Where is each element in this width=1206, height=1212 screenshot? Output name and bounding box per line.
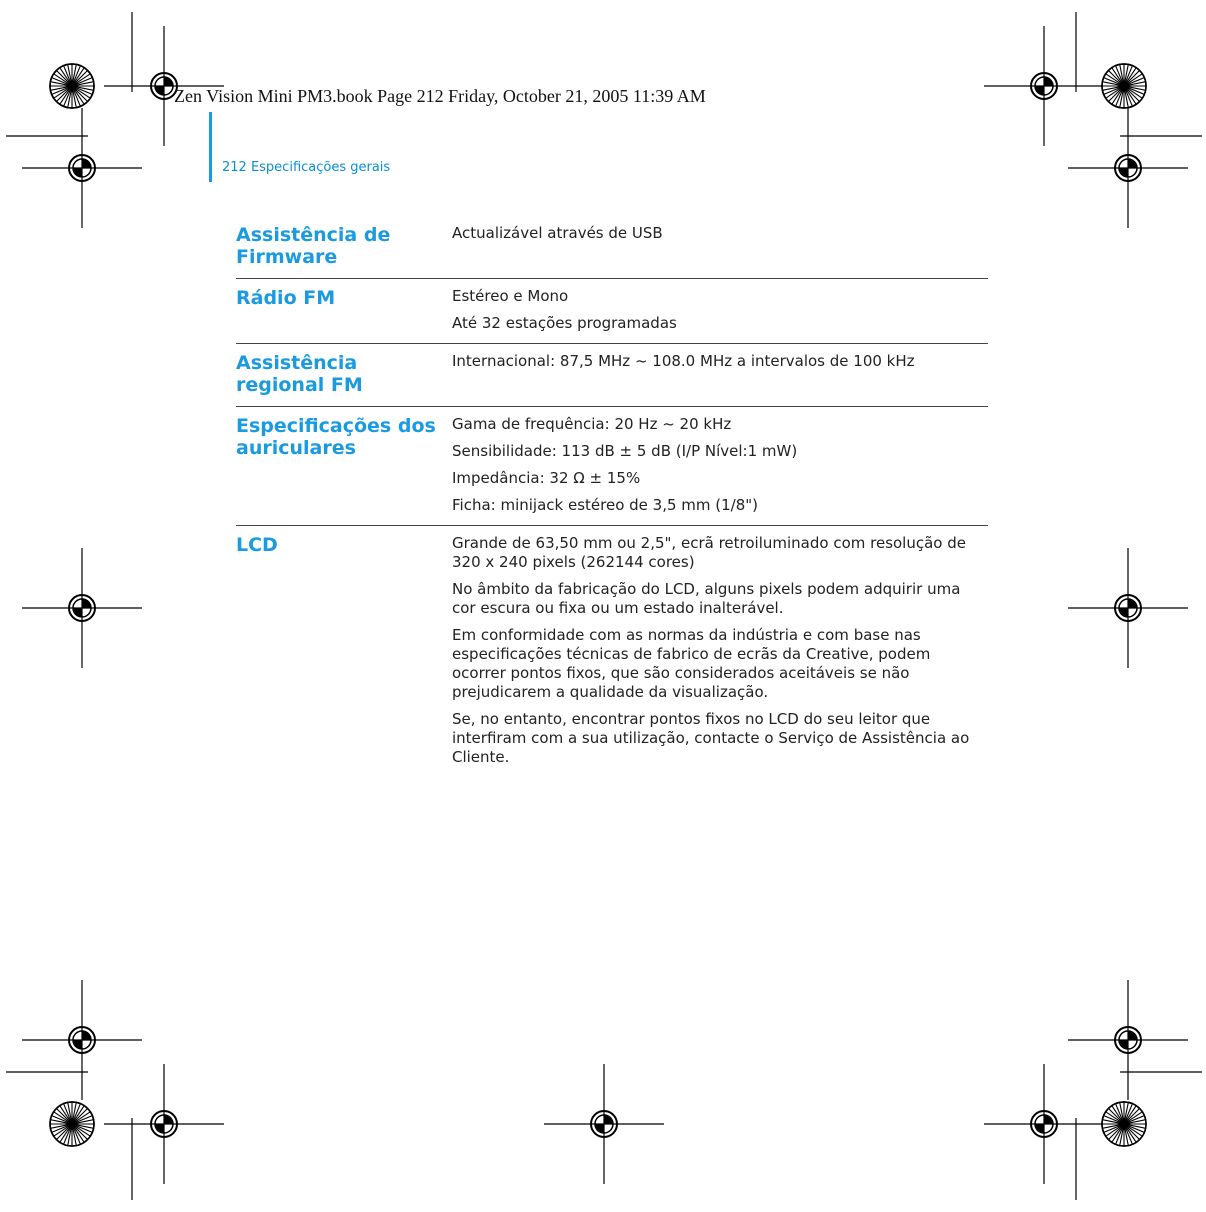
registration-mark-icon — [22, 980, 142, 1100]
spec-row — [236, 216, 988, 279]
spec-term: Especificações dos auriculares — [236, 415, 436, 459]
starburst-mark-icon — [50, 64, 94, 108]
page-label: 212 Especificações gerais — [222, 160, 391, 175]
spec-term: LCD — [236, 534, 278, 556]
spec-row — [236, 279, 988, 344]
spec-line: Internacional: 87,5 MHz ~ 108.0 MHz a intervalos de 100 kHz — [452, 352, 915, 370]
spec-line: Até 32 estações programadas — [452, 314, 677, 332]
spec-line: Se, no entanto, encontrar pontos fixos no LCD do seu leitor que interfiram com a sua utilização, contacte o Serviço de Assistência ao Cliente. — [452, 710, 970, 766]
print-header: Zen Vision Mini PM3.book Page 212 Friday, October 21, 2005 11:39 AM — [174, 86, 706, 106]
spec-line: Gama de frequência: 20 Hz ~ 20 kHz — [452, 415, 732, 433]
registration-mark-icon — [22, 548, 142, 668]
spec-line: Sensibilidade: 113 dB ± 5 dB (I/P Nível:1 mW) — [452, 442, 798, 460]
spec-details — [452, 224, 988, 268]
starburst-mark-icon — [50, 1102, 94, 1146]
registration-mark-icon — [984, 1064, 1104, 1184]
spec-term: Rádio FM — [236, 287, 336, 309]
registration-mark-icon — [1068, 980, 1188, 1100]
registration-mark-icon — [544, 1064, 664, 1184]
spec-line: No âmbito da fabricação do LCD, alguns pixels podem adquirir uma cor escura ou fixa ou um estado inalterável. — [452, 580, 961, 617]
spec-term: Assistência de Firmware — [236, 224, 391, 268]
spec-details — [452, 534, 988, 767]
spec-line: Grande de 63,50 mm ou 2,5", ecrã retroiluminado com resolução de 320 x 240 pixels (262144 cores) — [452, 534, 966, 571]
starburst-mark-icon — [1102, 64, 1146, 108]
spec-details — [452, 415, 988, 515]
spec-line: Ficha: minijack estéreo de 3,5 mm (1/8") — [452, 496, 759, 514]
spec-row — [236, 526, 988, 777]
registration-mark-icon — [104, 1064, 224, 1184]
spec-line: Estéreo e Mono — [452, 287, 569, 305]
registration-mark-icon — [22, 108, 142, 228]
spec-row — [236, 407, 988, 526]
spec-line: Em conformidade com as normas da indústria e com base nas especificações técnicas de fabrico de ecrãs da Creative, podem ocorrer pontos fixos, que são considerados aceitáveis se não prejudicarem a qualidade da visualização. — [452, 626, 931, 701]
spec-term: Assistência regional FM — [236, 352, 363, 396]
spec-details — [452, 352, 988, 396]
spec-line: Impedância: 32 Ω ± 15% — [452, 469, 641, 487]
registration-mark-icon — [1068, 108, 1188, 228]
spec-line: Actualizável através de USB — [452, 224, 663, 242]
registration-mark-icon — [984, 26, 1104, 146]
spec-details — [452, 287, 988, 333]
registration-mark-icon — [1068, 548, 1188, 668]
spec-row — [236, 344, 988, 407]
spec-table — [236, 216, 988, 777]
starburst-mark-icon — [1102, 1102, 1146, 1146]
